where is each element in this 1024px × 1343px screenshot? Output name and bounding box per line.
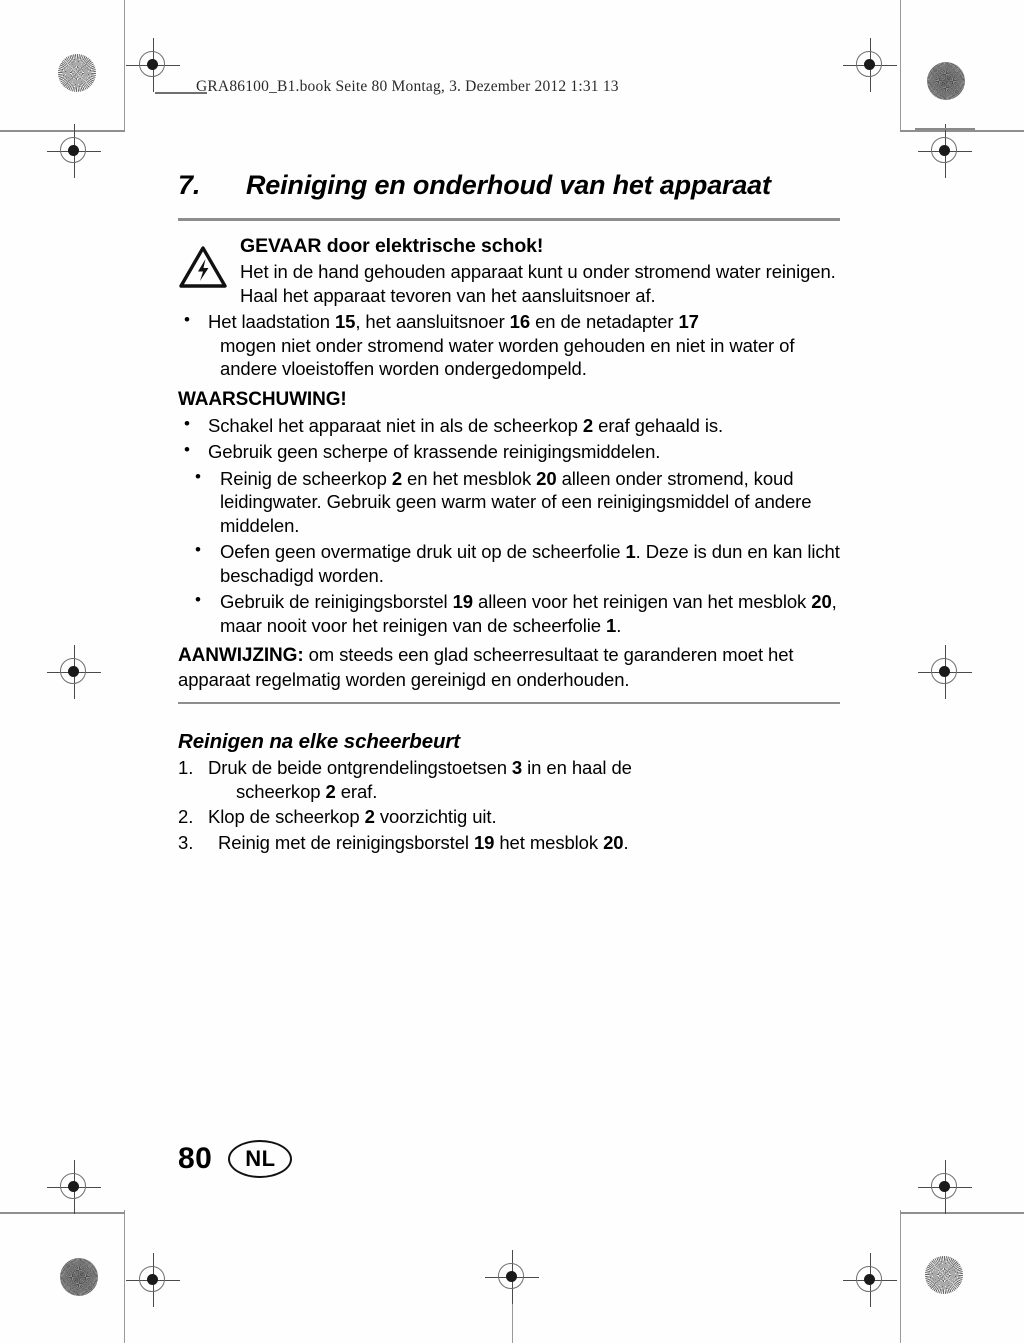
registration-mark-bottom-right [843,1253,897,1307]
list-item [178,540,840,587]
step-text-a: Klop de scheerkop [208,806,365,828]
list-item [178,467,840,537]
bullet-text-d: . [616,614,622,636]
step-text-b: het mesblok [494,831,604,853]
ref-number: 2 [364,806,375,828]
step-text-b: in en haal de [522,757,632,779]
list-item [178,310,840,380]
step-marker: 2. [178,806,194,828]
header-rule-right [915,128,975,130]
bullet-text-c: , maar nooit voor het reinigen van de scheerfolie [220,591,837,636]
bullet-text-a: Oefen geen overmatige druk uit op de scheerfolie [220,541,626,563]
trim-line-left-top [124,0,125,132]
ref-number: 20 [603,831,624,853]
registration-mark-middle-right [918,645,972,699]
bullet-text-b: en het mesblok [402,467,537,489]
list-item [178,440,840,463]
bullet-text-c: alleen onder stromend, koud leidingwater. Gebruik geen warm water of een reinigingsmiddel of andere middelen. [220,467,812,536]
registration-mark-bottom-left [126,1253,180,1307]
list-item [178,805,840,828]
ref-number: 19 [473,831,495,853]
ref-number: 16 [509,311,531,333]
note-text: om steeds een glad scheerresultaat te garanderen moet het apparaat regelmatig worden gereinigd en onderhouden. [178,644,794,691]
registration-mark-upper-right [918,124,972,178]
step-marker: 1. [178,757,194,779]
danger-bullet-list [178,310,840,380]
step-text-b: voorzichtig uit. [374,806,497,828]
page-footer [178,1140,292,1178]
ref-number: 1 [625,541,636,563]
list-item [178,756,840,803]
step-continuation [208,780,840,803]
ref-number: 19 [452,591,473,613]
ref-number: 2 [391,467,403,489]
section-number: 7. [178,170,201,200]
bullet-text-a: Gebruik de reinigingsborstel [220,591,453,613]
step-cont-a: scheerkop [236,780,326,802]
ref-number: 2 [582,414,594,436]
bullet-text-a: Reinig de scheerkop [220,467,392,489]
page-content [178,170,840,854]
bullet-text-c: en de netadapter [530,311,679,333]
list-item [178,831,840,854]
step-text-a: Druk de beide ontgrendelingstoetsen [208,757,512,779]
bullet-text-a: Schakel het apparaat niet in als de scheerkop [208,414,583,436]
step-text-a: Reinig met de reinigingsborstel [218,831,474,853]
bullet-text-a: Het laadstation [208,311,335,333]
ref-number: 3 [511,757,523,779]
ref-number: 20 [811,591,832,613]
electric-shock-warning-triangle-icon [178,235,240,294]
cleaning-steps-list [178,756,840,854]
registration-mark-lower-right [918,1160,972,1214]
ref-number: 1 [606,614,617,636]
danger-title: GEVAAR door elektrische schok! [240,235,544,258]
trim-line-right-top [900,0,901,132]
bullet-text-a: Gebruik geen scherpe of krassende reinigingsmiddelen. [208,441,661,463]
bullet-text-b: , het aansluitsnoer [355,311,510,333]
step-text-c: . [623,831,629,853]
danger-notice [178,235,840,307]
step-cont-b: eraf. [335,780,378,802]
print-rosette-top-left [58,54,96,92]
print-rosette-top-right [927,62,965,100]
note-paragraph [178,643,840,692]
warning-block [178,221,840,701]
step-marker: 3. [178,831,194,853]
print-rosette-bottom-left [60,1258,98,1296]
language-badge: NL [228,1140,292,1178]
trim-line-right-bottom [900,1210,901,1343]
subsection-title: Reinigen na elke scheerbeurt [178,730,461,754]
bullet-text-b: . Deze is dun en kan licht beschadigd worden. [220,541,840,586]
divider-bottom [178,702,840,705]
ref-number: 2 [325,780,336,802]
bullet-text-rest: mogen niet onder stromend water worden gehouden en niet in water of andere vloeistoffen worden ondergedompeld. [220,334,795,380]
list-item [178,414,840,437]
registration-mark-lower-left [47,1160,101,1214]
trim-line-left-bottom [124,1210,125,1343]
ref-number: 17 [678,311,699,333]
print-rosette-bottom-right [925,1256,963,1294]
note-label: AANWIJZING: [178,645,304,667]
cleaning-subsection [178,730,840,854]
bullet-text-b: eraf gehaald is. [593,414,724,436]
danger-text: Het in de hand gehouden apparaat kunt u onder stromend water reinigen. Haal het apparaat tevoren van het aansluitsnoer af. [240,261,836,306]
section-title-text: Reiniging en onderhoud van het apparaat [246,170,771,200]
list-item [178,590,840,637]
ref-number: 20 [536,467,557,489]
bullet-text-b: alleen voor het reinigen van het mesblok [472,591,812,613]
registration-mark-upper-left [47,124,101,178]
page-title [178,170,840,200]
registration-mark-middle-left [47,645,101,699]
page-number: 80 [178,1142,213,1175]
danger-body [240,235,840,307]
warning-bullet-list [178,414,840,637]
running-header-text: GRA86100_B1.book Seite 80 Montag, 3. Dezember 2012 1:31 13 [196,78,619,95]
registration-mark-bottom-center [485,1250,539,1304]
registration-mark-top-left [126,38,180,92]
ref-number: 15 [334,311,356,333]
warning-label: WAARSCHUWING! [178,388,347,410]
registration-mark-top-right [843,38,897,92]
